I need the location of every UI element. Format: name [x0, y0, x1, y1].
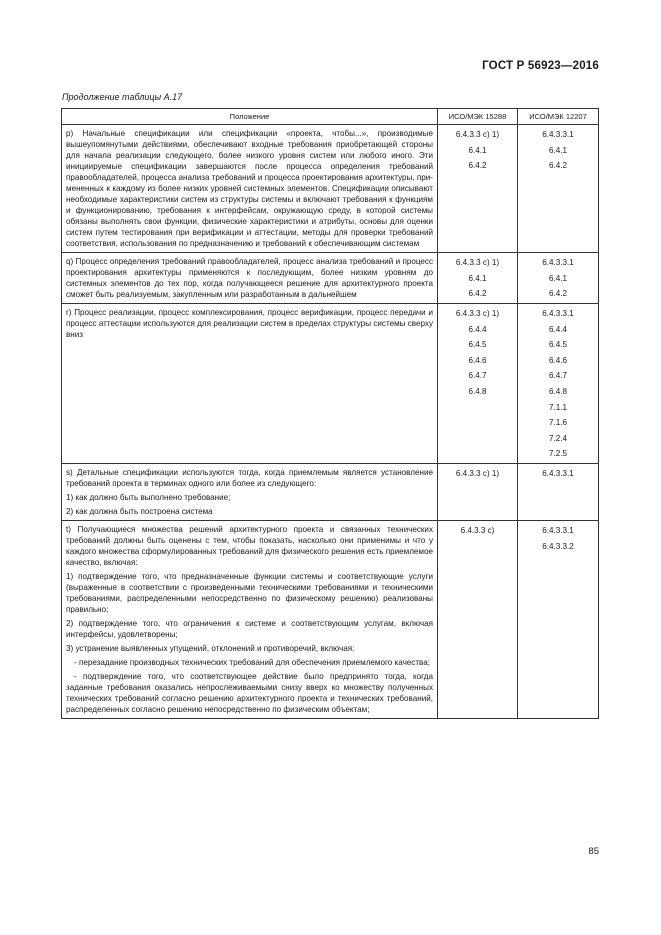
- iso12207-clause: 6.4.3.3.2: [542, 541, 574, 551]
- position-paragraph: p) Начальные спецификации или спецификации «проекта, чтобы...», производимые вышеупомянутыми действиями, обеспечивают входные требования приобретающей стороны для начала реализации следующего, более низкого уровня систем или любого иного. Эти инициируемые спецификации завершаются после процесса определения требований правообладателей, процесса анализа требований и процесса проектирования архитектуры, примененных к каждому из более низких уровней системных элементов. Спецификации описывают необходимые характеристики систем из структуры системы и включают требования к функциям и функционированию, требования к интерфейсам, окружающую среду, в которой системы обязаны выполнять свои функции, физические характеристики и атрибуты, основы для оценки систем путем тестирования при верификации и аттестации, методы для проверки требований соответствия, использования по предназначению и требований к обеспечивающим системам: [66, 129, 433, 248]
- position-paragraph: 3) устранение выявленных упущений, отклонений и противоречий, включая:: [66, 643, 355, 653]
- iso15288-clause: 6.4.3.3 c) 1): [455, 130, 500, 139]
- iso12207-clause: 6.4.1: [548, 145, 567, 155]
- iso12207-clause: 6.4.3.3.1: [542, 130, 574, 139]
- iso12207-clause: 6.4.6: [548, 355, 567, 365]
- position-paragraph: - подтверждение того, что соответствующее действие было предпринято тогда, когда заданные требования оказались непрослеживаемыми снизу вверх ко множеству полученных технических требований согласно решению архитектурного проекта и технических требований, распределенных согласно решению непосредственно по физическим объектам;: [66, 671, 433, 714]
- iso12207-clause: 7.2.5: [548, 449, 567, 459]
- iso12207-clause: 6.4.3.3.1: [542, 468, 574, 478]
- iso15288-cell: [438, 520, 518, 718]
- requirements-table: [61, 108, 599, 719]
- column-header-iso15288: ИСО/МЭК 15288: [438, 109, 518, 125]
- position-cell: [62, 304, 438, 464]
- position-paragraph: s) Детальные спецификации используются тогда, когда приемлемым является установление требований проекта в терминах одного или более из следующего:: [66, 467, 433, 488]
- iso12207-cell: [518, 520, 599, 718]
- position-cell: [62, 253, 438, 304]
- iso15288-clause: 6.4.7: [468, 371, 487, 381]
- iso12207-clause: 6.4.8: [548, 386, 567, 396]
- iso12207-cell: [518, 125, 599, 253]
- iso15288-clause: 6.4.3.3 c) 1): [455, 468, 500, 478]
- iso12207-clause: 6.4.7: [548, 371, 567, 381]
- position-paragraph: 1) как должно быть выполнено требование;: [66, 492, 231, 502]
- position-paragraph: 2) подтверждение того, что ограничения к системе и соответствующим услугам, включая интерфейсы, удовлетворены;: [66, 618, 433, 639]
- table-continuation-label: Продолжение таблицы А.17: [62, 92, 183, 102]
- iso12207-clause: 7.2.4: [548, 433, 567, 443]
- position-paragraph: q) Процесс определения требований правообладателей, процесс анализа требований и процесс проектирования архитектуры применяются к последующим, более низким уровням до системных элементов до тех пор, когда получающееся решение для архитектурного проекта сможет быть реализуемым, закупленным или разработанным в дальнейшем: [66, 257, 433, 299]
- position-paragraph: r) Процесс реализации, процесс комплексирования, процесс верификации, процесс передачи и процесс аттестации используются для реализации систем в пределах структуры системы сверху вниз: [66, 308, 433, 339]
- iso12207-clause: 6.4.3.3.1: [542, 525, 574, 535]
- iso15288-clause: 6.4.5: [468, 340, 487, 350]
- table-row: [62, 520, 599, 718]
- column-header-iso12207: ИСО/МЭК 12207: [518, 109, 599, 125]
- standard-code: ГОСТ Р 56923—2016: [482, 60, 599, 72]
- position-paragraph: 2) как должна быть построена система: [66, 506, 213, 516]
- iso12207-clause: 6.4.2: [548, 289, 567, 299]
- iso12207-clause: 7.1.1: [548, 402, 567, 412]
- iso12207-clause: 6.4.4: [548, 324, 567, 334]
- iso15288-clause: 6.4.3.3 c): [460, 525, 495, 535]
- iso15288-clause: 6.4.1: [468, 273, 487, 283]
- position-paragraph: t) Получающиеся множества решений архитектурного проекта и связанных технических требований должны быть оценены с тем, чтобы показать, насколько они применимы и что у каждого множества сформулированных требований для физического решения есть приемлемое качество, включая:: [66, 524, 433, 567]
- table-header-row: [62, 109, 599, 125]
- iso12207-clause: 6.4.3.3.1: [542, 309, 574, 318]
- iso12207-clause: 6.4.5: [548, 340, 567, 350]
- iso15288-cell: [438, 125, 518, 253]
- iso15288-clause: 6.4.3.3 c) 1): [455, 258, 500, 267]
- table-row: [62, 125, 599, 253]
- iso15288-clause: 6.4.2: [468, 289, 487, 299]
- iso15288-clause: 6.4.8: [468, 386, 487, 396]
- column-header-position: Положение: [62, 109, 438, 125]
- position-cell: [62, 520, 438, 718]
- iso15288-cell: [438, 253, 518, 304]
- position-paragraph: - перезадание производных технических требований для обеспечения приемлемого качества;: [74, 657, 430, 667]
- iso15288-clause: 6.4.1: [468, 145, 487, 155]
- position-cell: [62, 125, 438, 253]
- iso12207-cell: [518, 304, 599, 464]
- table-row: [62, 304, 599, 464]
- iso15288-clause: 6.4.2: [468, 161, 487, 171]
- iso12207-cell: [518, 463, 599, 520]
- iso15288-cell: [438, 463, 518, 520]
- iso15288-cell: [438, 304, 518, 464]
- iso12207-clause: 7.1.6: [548, 418, 567, 428]
- table-row: [62, 463, 599, 520]
- iso15288-clause: 6.4.4: [468, 324, 487, 334]
- iso12207-clause: 6.4.1: [548, 273, 567, 283]
- iso15288-clause: 6.4.3.3 c) 1): [455, 309, 500, 318]
- table-row: [62, 253, 599, 304]
- position-cell: [62, 463, 438, 520]
- iso12207-clause: 6.4.3.3.1: [542, 258, 574, 267]
- position-paragraph: 1) подтверждение того, что предназначенные функции системы и соответствующие услуги (выраженные в соответствии с произведенными техническими требованиями и техническими требованиями, распределенными непосредственно по физическому решению) реализованы правильно;: [66, 571, 433, 614]
- page-number: 85: [588, 846, 599, 857]
- iso12207-cell: [518, 253, 599, 304]
- iso12207-clause: 6.4.2: [548, 161, 567, 171]
- iso15288-clause: 6.4.6: [468, 355, 487, 365]
